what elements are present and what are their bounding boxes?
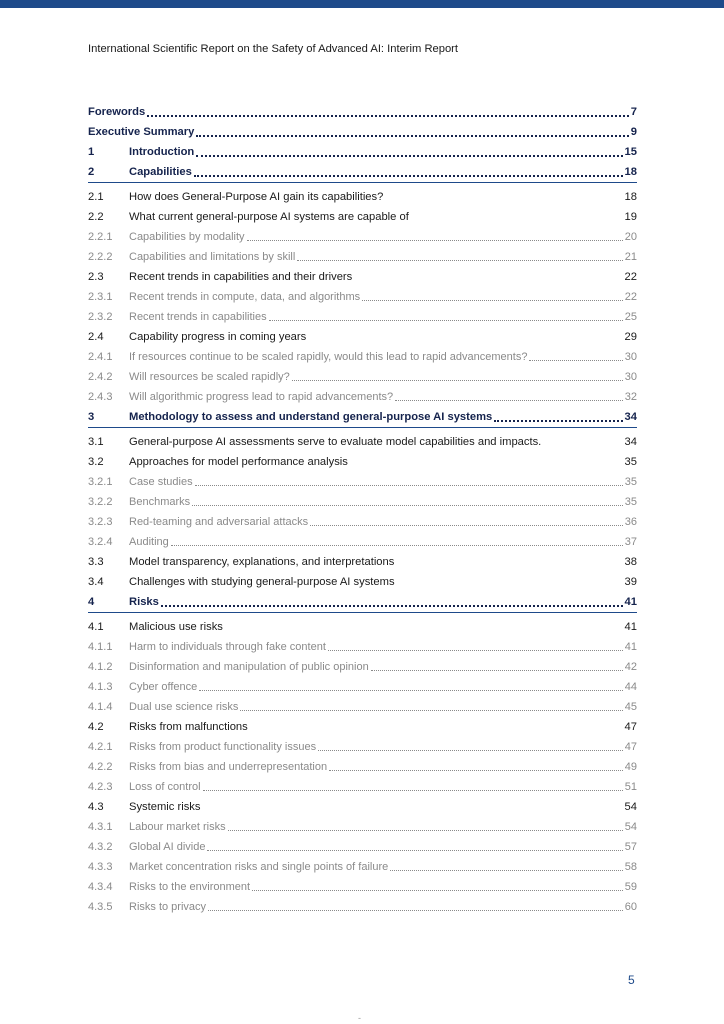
toc-entry-title: Labour market risks [129,821,226,833]
toc-entry[interactable] [88,287,637,307]
toc-entry-number: 4.1 [88,621,104,633]
dot-leader [292,380,623,381]
toc-entry-title: Executive Summary [88,126,195,138]
dot-leader [310,525,623,526]
dot-leader [395,400,623,401]
toc-entry-number: 4.3 [88,801,104,813]
toc-entry-page: 34 [625,407,637,427]
toc-entry-title: Capabilities [129,166,192,178]
toc-entry[interactable] [88,897,637,917]
toc-entry[interactable] [88,227,637,247]
toc-entry[interactable] [88,267,637,287]
toc-entry[interactable] [88,512,637,532]
dot-leader [247,240,623,241]
toc-entry-title: Case studies [129,476,193,488]
toc-entry-page: 35 [625,472,637,492]
dot-leader [240,710,623,711]
toc-entry-page: 49 [625,757,637,777]
toc-entry-title: Risks from malfunctions [129,721,248,733]
dot-leader [328,650,623,651]
toc-entry-page: 45 [625,697,637,717]
toc-entry-number: 1 [88,146,95,158]
toc-entry[interactable] [88,387,637,407]
page-header: International Scientific Report on the Safety of Advanced AI: Interim Report [88,43,459,55]
toc-entry-title: Capability progress in coming years [129,331,307,343]
toc-entry-number: 4.3.4 [88,881,113,893]
toc-entry-number: 4.1.2 [88,661,113,673]
toc-entry[interactable] [88,492,637,512]
toc-entry-title: Risks to privacy [129,901,207,913]
toc-entry-title: Introduction [129,146,195,158]
dot-leader [371,670,623,671]
dot-leader [252,890,623,891]
toc-entry[interactable] [88,102,637,122]
toc-entry-title: Will resources be scaled rapidly? [129,371,290,383]
toc-entry-number: 3 [88,411,95,423]
toc-entry-page: 15 [625,142,637,162]
toc-entry-title: Methodology to assess and understand general-purpose AI systems [129,411,493,423]
toc-entry[interactable] [88,677,637,697]
toc-entry-page: 37 [625,532,637,552]
toc-entry-page: 44 [625,677,637,697]
toc-entry[interactable] [88,592,637,613]
toc-entry-number: 2.4.3 [88,391,113,403]
toc-entry-page: 7 [631,102,637,122]
toc-entry[interactable] [88,452,637,472]
toc-entry-number: 2 [88,166,95,178]
toc-entry-page: 54 [625,797,637,817]
toc-entry-title: General-purpose AI assessments serve to evaluate model capabilities and impacts. [129,436,542,448]
toc-entry-number: 4.1.3 [88,681,113,693]
toc-entry-number: 4.3.1 [88,821,113,833]
toc-entry[interactable] [88,572,637,592]
toc-entry[interactable] [88,432,637,452]
toc-entry-number: 3.2.2 [88,496,113,508]
toc-entry-number: 4.2.3 [88,781,113,793]
dot-leader [208,910,623,911]
toc-entry-number: 2.4 [88,331,104,343]
toc-entry-title: Risks [129,596,159,608]
toc-entry[interactable] [88,122,637,142]
dot-leader [192,505,623,506]
toc-entry-title: Model transparency, explanations, and interpretations [129,556,395,568]
dot-leader [329,770,623,771]
toc-entry-title: Dual use science risks [129,701,239,713]
toc-entry-page: 41 [625,592,637,612]
toc-entry[interactable] [88,162,637,183]
dot-leader [196,135,629,137]
toc-entry-title: Approaches for model performance analysis [129,456,348,468]
dot-leader [228,830,623,831]
toc-entry-number: 4.2.1 [88,741,113,753]
toc-entry-page: 35 [625,452,637,472]
toc-entry-page: 20 [625,227,637,247]
footer-mark: - [358,1013,361,1023]
toc-entry-number: 3.2.4 [88,536,113,548]
toc-entry-number: 2.4.1 [88,351,113,363]
toc-entry-page: 30 [625,347,637,367]
table-of-contents [88,102,637,917]
toc-entry-title: Red-teaming and adversarial attacks [129,516,309,528]
toc-entry-number: 2.3.1 [88,291,113,303]
toc-entry-page: 30 [625,367,637,387]
toc-entry[interactable] [88,472,637,492]
toc-entry[interactable] [88,552,637,572]
toc-entry-page: 22 [625,267,637,287]
toc-entry[interactable] [88,697,637,717]
toc-entry[interactable] [88,367,637,387]
toc-entry-title: Systemic risks [129,801,201,813]
toc-entry-number: 4.2.2 [88,761,113,773]
toc-entry-number: 3.3 [88,556,104,568]
toc-entry-number: 2.1 [88,191,104,203]
toc-entry-title: What current general-purpose AI systems are capable of [129,211,409,223]
toc-entry-page: 60 [625,897,637,917]
toc-entry-number: 4.3.5 [88,901,113,913]
toc-entry-number: 4 [88,596,95,608]
toc-entry-title: Malicious use risks [129,621,223,633]
dot-leader [318,750,623,751]
toc-entry-number: 3.1 [88,436,104,448]
toc-entry-title: Will algorithmic progress lead to rapid advancements? [129,391,394,403]
toc-entry-title: Recent trends in capabilities [129,311,267,323]
toc-entry-page: 39 [625,572,637,592]
toc-entry-number: 2.3 [88,271,104,283]
toc-entry-page: 34 [625,432,637,452]
toc-entry-number: 2.2.2 [88,251,113,263]
toc-entry-title: Recent trends in compute, data, and algorithms [129,291,361,303]
toc-entry-page: 47 [625,717,637,737]
toc-entry[interactable] [88,757,637,777]
toc-entry-page: 57 [625,837,637,857]
dot-leader [161,605,623,607]
toc-entry[interactable] [88,817,637,837]
toc-entry[interactable] [88,142,637,162]
dot-leader [203,790,623,791]
toc-entry-page: 19 [625,207,637,227]
dot-leader [297,260,623,261]
toc-entry-page: 54 [625,817,637,837]
toc-entry-page: 25 [625,307,637,327]
toc-entry-number: 4.3.3 [88,861,113,873]
toc-entry[interactable] [88,877,637,897]
toc-entry[interactable] [88,532,637,552]
top-accent-bar [0,0,724,8]
toc-entry-title: Recent trends in capabilities and their drivers [129,271,353,283]
toc-entry-number: 2.2 [88,211,104,223]
dot-leader [171,545,623,546]
toc-entry-title: Forewords [88,106,146,118]
toc-entry[interactable] [88,617,637,637]
toc-entry-number: 3.2.1 [88,476,113,488]
dot-leader [207,850,623,851]
toc-entry-page: 29 [625,327,637,347]
dot-leader [269,320,623,321]
toc-entry-title: Auditing [129,536,169,548]
toc-entry-title: Benchmarks [129,496,191,508]
toc-entry-title: Challenges with studying general-purpose AI systems [129,576,395,588]
toc-entry-page: 32 [625,387,637,407]
toc-entry-title: Loss of control [129,781,201,793]
toc-entry[interactable] [88,637,637,657]
toc-entry-number: 4.3.2 [88,841,113,853]
toc-entry-page: 41 [625,617,637,637]
toc-entry-number: 2.2.1 [88,231,113,243]
toc-entry-page: 35 [625,492,637,512]
dot-leader [529,360,623,361]
toc-entry-title: Risks from bias and underrepresentation [129,761,328,773]
toc-entry[interactable] [88,797,637,817]
toc-entry-title: Global AI divide [129,841,206,853]
dot-leader [194,175,623,177]
dot-leader [494,420,623,422]
toc-entry[interactable] [88,777,637,797]
dot-leader [196,155,623,157]
dot-leader [199,690,623,691]
dot-leader [362,300,623,301]
toc-entry-page: 41 [625,637,637,657]
toc-entry-page: 22 [625,287,637,307]
toc-entry-page: 47 [625,737,637,757]
toc-entry-title: Harm to individuals through fake content [129,641,326,653]
toc-entry-number: 4.2 [88,721,104,733]
toc-entry-page: 21 [625,247,637,267]
toc-entry[interactable] [88,717,637,737]
toc-entry-title: Disinformation and manipulation of public opinion [129,661,369,673]
toc-entry-page: 18 [625,162,637,182]
dot-leader [195,485,623,486]
toc-entry-number: 3.2 [88,456,104,468]
toc-entry[interactable] [88,327,637,347]
toc-entry[interactable] [88,307,637,327]
toc-entry-number: 3.4 [88,576,104,588]
toc-entry-page: 36 [625,512,637,532]
toc-entry-number: 4.1.4 [88,701,113,713]
toc-entry-page: 59 [625,877,637,897]
toc-entry[interactable] [88,857,637,877]
toc-entry-title: How does General-Purpose AI gain its capabilities? [129,191,384,203]
toc-entry-page: 51 [625,777,637,797]
toc-entry-number: 4.1.1 [88,641,113,653]
toc-entry[interactable] [88,207,637,227]
toc-entry-title: Market concentration risks and single points of failure [129,861,389,873]
toc-entry-title: Cyber offence [129,681,198,693]
toc-entry-page: 9 [631,122,637,142]
toc-entry[interactable] [88,187,637,207]
toc-entry-title: Capabilities by modality [129,231,245,243]
dot-leader [390,870,623,871]
toc-entry-title: Risks to the environment [129,881,251,893]
toc-entry-number: 2.3.2 [88,311,113,323]
toc-entry[interactable] [88,247,637,267]
toc-entry[interactable] [88,407,637,428]
toc-entry-page: 42 [625,657,637,677]
toc-entry[interactable] [88,347,637,367]
toc-entry-page: 38 [625,552,637,572]
toc-entry-page: 58 [625,857,637,877]
toc-entry-title: Capabilities and limitations by skill [129,251,296,263]
toc-entry-number: 2.4.2 [88,371,113,383]
page-number: 5 [628,973,635,987]
toc-entry[interactable] [88,657,637,677]
dot-leader [147,115,629,117]
toc-entry[interactable] [88,837,637,857]
toc-entry-number: 3.2.3 [88,516,113,528]
toc-entry-page: 18 [625,187,637,207]
toc-entry-title: If resources continue to be scaled rapidly, would this lead to rapid advancements? [129,351,528,363]
toc-entry[interactable] [88,737,637,757]
toc-entry-title: Risks from product functionality issues [129,741,317,753]
